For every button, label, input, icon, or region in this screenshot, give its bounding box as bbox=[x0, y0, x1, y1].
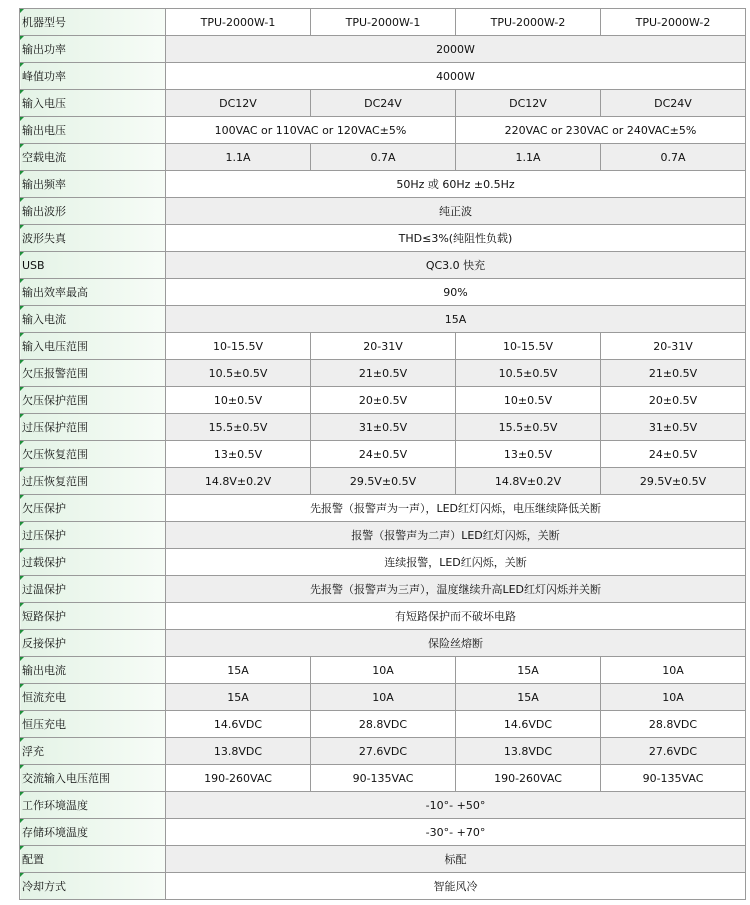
value-cell: 10A bbox=[601, 684, 746, 711]
table-row bbox=[20, 198, 746, 225]
row-label: 输出电压 bbox=[20, 117, 166, 144]
table-row bbox=[20, 495, 746, 522]
value-cell: TPU-2000W-2 bbox=[601, 9, 746, 36]
corner-mark-icon bbox=[20, 441, 24, 445]
value-cell: 标配 bbox=[166, 846, 746, 873]
value-cell: 1.1A bbox=[456, 144, 601, 171]
corner-mark-icon bbox=[20, 873, 24, 877]
table-row bbox=[20, 873, 746, 900]
row-label: 输出频率 bbox=[20, 171, 166, 198]
row-label: 短路保护 bbox=[20, 603, 166, 630]
value-cell: 190-260VAC bbox=[456, 765, 601, 792]
table-row bbox=[20, 36, 746, 63]
corner-mark-icon bbox=[20, 468, 24, 472]
value-cell: -30°- +70° bbox=[166, 819, 746, 846]
value-cell: 27.6VDC bbox=[601, 738, 746, 765]
value-cell: DC24V bbox=[311, 90, 456, 117]
value-cell: 15.5±0.5V bbox=[166, 414, 311, 441]
value-cell: DC12V bbox=[166, 90, 311, 117]
table-row bbox=[20, 252, 746, 279]
value-cell: 10±0.5V bbox=[166, 387, 311, 414]
table-row bbox=[20, 765, 746, 792]
row-label: 欠压恢复范围 bbox=[20, 441, 166, 468]
row-label: 恒压充电 bbox=[20, 711, 166, 738]
value-cell: 2000W bbox=[166, 36, 746, 63]
value-cell: 智能风冷 bbox=[166, 873, 746, 900]
spec-table-body bbox=[20, 9, 746, 900]
corner-mark-icon bbox=[20, 306, 24, 310]
table-row bbox=[20, 792, 746, 819]
corner-mark-icon bbox=[20, 684, 24, 688]
table-row bbox=[20, 9, 746, 36]
value-cell: 0.7A bbox=[601, 144, 746, 171]
value-cell: 50Hz 或 60Hz ±0.5Hz bbox=[166, 171, 746, 198]
value-cell: 14.8V±0.2V bbox=[166, 468, 311, 495]
value-cell: 15A bbox=[166, 306, 746, 333]
table-row bbox=[20, 738, 746, 765]
table-row bbox=[20, 630, 746, 657]
value-cell: 24±0.5V bbox=[311, 441, 456, 468]
value-cell: 20-31V bbox=[601, 333, 746, 360]
row-label: 存储环境温度 bbox=[20, 819, 166, 846]
value-cell: TPU-2000W-2 bbox=[456, 9, 601, 36]
table-row bbox=[20, 360, 746, 387]
corner-mark-icon bbox=[20, 117, 24, 121]
row-label: 过压保护 bbox=[20, 522, 166, 549]
table-row bbox=[20, 225, 746, 252]
value-cell: 报警（报警声为二声）LED红灯闪烁，关断 bbox=[166, 522, 746, 549]
corner-mark-icon bbox=[20, 225, 24, 229]
corner-mark-icon bbox=[20, 63, 24, 67]
value-cell: 13.8VDC bbox=[456, 738, 601, 765]
row-label: 冷却方式 bbox=[20, 873, 166, 900]
value-cell: 10A bbox=[601, 657, 746, 684]
table-row bbox=[20, 846, 746, 873]
row-label: 反接保护 bbox=[20, 630, 166, 657]
value-cell: 21±0.5V bbox=[601, 360, 746, 387]
corner-mark-icon bbox=[20, 387, 24, 391]
corner-mark-icon bbox=[20, 576, 24, 580]
value-cell: 31±0.5V bbox=[311, 414, 456, 441]
row-label: 输出电流 bbox=[20, 657, 166, 684]
value-cell: 纯正波 bbox=[166, 198, 746, 225]
value-cell: 100VAC or 110VAC or 120VAC±5% bbox=[166, 117, 456, 144]
table-row bbox=[20, 63, 746, 90]
row-label: 输出功率 bbox=[20, 36, 166, 63]
table-row bbox=[20, 387, 746, 414]
table-row bbox=[20, 306, 746, 333]
corner-mark-icon bbox=[20, 549, 24, 553]
value-cell: 15A bbox=[166, 684, 311, 711]
corner-mark-icon bbox=[20, 630, 24, 634]
value-cell: DC12V bbox=[456, 90, 601, 117]
spec-table bbox=[19, 8, 746, 900]
corner-mark-icon bbox=[20, 144, 24, 148]
value-cell: THD≤3%(纯阻性负载) bbox=[166, 225, 746, 252]
row-label: 输入电压 bbox=[20, 90, 166, 117]
table-row bbox=[20, 603, 746, 630]
value-cell: 24±0.5V bbox=[601, 441, 746, 468]
corner-mark-icon bbox=[20, 414, 24, 418]
value-cell: 14.8V±0.2V bbox=[456, 468, 601, 495]
row-label: 欠压报警范围 bbox=[20, 360, 166, 387]
row-label: 恒流充电 bbox=[20, 684, 166, 711]
row-label: 交流输入电压范围 bbox=[20, 765, 166, 792]
corner-mark-icon bbox=[20, 171, 24, 175]
value-cell: 28.8VDC bbox=[601, 711, 746, 738]
table-row bbox=[20, 468, 746, 495]
corner-mark-icon bbox=[20, 279, 24, 283]
table-row bbox=[20, 144, 746, 171]
table-row bbox=[20, 117, 746, 144]
value-cell: 先报警（报警声为一声），LED红灯闪烁，电压继续降低关断 bbox=[166, 495, 746, 522]
value-cell: 10A bbox=[311, 684, 456, 711]
value-cell: 0.7A bbox=[311, 144, 456, 171]
table-row bbox=[20, 657, 746, 684]
value-cell: 13.8VDC bbox=[166, 738, 311, 765]
value-cell: 90-135VAC bbox=[311, 765, 456, 792]
row-label: 过压保护范围 bbox=[20, 414, 166, 441]
value-cell: 29.5V±0.5V bbox=[601, 468, 746, 495]
table-row bbox=[20, 90, 746, 117]
corner-mark-icon bbox=[20, 522, 24, 526]
row-label: 机器型号 bbox=[20, 9, 166, 36]
value-cell: 31±0.5V bbox=[601, 414, 746, 441]
row-label: 过载保护 bbox=[20, 549, 166, 576]
corner-mark-icon bbox=[20, 738, 24, 742]
table-row bbox=[20, 333, 746, 360]
value-cell: 15.5±0.5V bbox=[456, 414, 601, 441]
value-cell: TPU-2000W-1 bbox=[311, 9, 456, 36]
corner-mark-icon bbox=[20, 333, 24, 337]
value-cell: 先报警（报警声为三声），温度继续升高LED红灯闪烁并关断 bbox=[166, 576, 746, 603]
row-label: 配置 bbox=[20, 846, 166, 873]
corner-mark-icon bbox=[20, 819, 24, 823]
row-label: 输入电流 bbox=[20, 306, 166, 333]
row-label: 峰值功率 bbox=[20, 63, 166, 90]
table-row bbox=[20, 819, 746, 846]
value-cell: 13±0.5V bbox=[166, 441, 311, 468]
value-cell: 有短路保护而不破坏电路 bbox=[166, 603, 746, 630]
row-label: 输出波形 bbox=[20, 198, 166, 225]
value-cell: 4000W bbox=[166, 63, 746, 90]
corner-mark-icon bbox=[20, 711, 24, 715]
row-label: USB bbox=[20, 252, 166, 279]
table-row bbox=[20, 414, 746, 441]
row-label: 波形失真 bbox=[20, 225, 166, 252]
value-cell: 27.6VDC bbox=[311, 738, 456, 765]
value-cell: 10.5±0.5V bbox=[456, 360, 601, 387]
corner-mark-icon bbox=[20, 495, 24, 499]
corner-mark-icon bbox=[20, 765, 24, 769]
value-cell: 20±0.5V bbox=[601, 387, 746, 414]
row-label: 欠压保护 bbox=[20, 495, 166, 522]
row-label: 输出效率最高 bbox=[20, 279, 166, 306]
value-cell: 连续报警，LED红闪烁，关断 bbox=[166, 549, 746, 576]
value-cell: 14.6VDC bbox=[166, 711, 311, 738]
value-cell: TPU-2000W-1 bbox=[166, 9, 311, 36]
row-label: 空载电流 bbox=[20, 144, 166, 171]
table-row bbox=[20, 441, 746, 468]
table-row bbox=[20, 711, 746, 738]
row-label: 过压恢复范围 bbox=[20, 468, 166, 495]
row-label: 过温保护 bbox=[20, 576, 166, 603]
value-cell: 190-260VAC bbox=[166, 765, 311, 792]
value-cell: 10-15.5V bbox=[456, 333, 601, 360]
value-cell: 13±0.5V bbox=[456, 441, 601, 468]
value-cell: 220VAC or 230VAC or 240VAC±5% bbox=[456, 117, 746, 144]
value-cell: 28.8VDC bbox=[311, 711, 456, 738]
value-cell: 10.5±0.5V bbox=[166, 360, 311, 387]
corner-mark-icon bbox=[20, 9, 24, 13]
value-cell: 90-135VAC bbox=[601, 765, 746, 792]
table-row bbox=[20, 576, 746, 603]
table-row bbox=[20, 549, 746, 576]
corner-mark-icon bbox=[20, 657, 24, 661]
value-cell: -10°- +50° bbox=[166, 792, 746, 819]
corner-mark-icon bbox=[20, 792, 24, 796]
value-cell: 21±0.5V bbox=[311, 360, 456, 387]
corner-mark-icon bbox=[20, 198, 24, 202]
value-cell: DC24V bbox=[601, 90, 746, 117]
corner-mark-icon bbox=[20, 90, 24, 94]
corner-mark-icon bbox=[20, 36, 24, 40]
corner-mark-icon bbox=[20, 846, 24, 850]
value-cell: 14.6VDC bbox=[456, 711, 601, 738]
value-cell: 1.1A bbox=[166, 144, 311, 171]
table-row bbox=[20, 684, 746, 711]
corner-mark-icon bbox=[20, 603, 24, 607]
value-cell: 10-15.5V bbox=[166, 333, 311, 360]
value-cell: 15A bbox=[456, 657, 601, 684]
value-cell: 29.5V±0.5V bbox=[311, 468, 456, 495]
value-cell: QC3.0 快充 bbox=[166, 252, 746, 279]
value-cell: 15A bbox=[456, 684, 601, 711]
row-label: 浮充 bbox=[20, 738, 166, 765]
table-row bbox=[20, 279, 746, 306]
row-label: 输入电压范围 bbox=[20, 333, 166, 360]
corner-mark-icon bbox=[20, 360, 24, 364]
table-row bbox=[20, 171, 746, 198]
corner-mark-icon bbox=[20, 252, 24, 256]
table-row bbox=[20, 522, 746, 549]
value-cell: 20-31V bbox=[311, 333, 456, 360]
value-cell: 10±0.5V bbox=[456, 387, 601, 414]
value-cell: 15A bbox=[166, 657, 311, 684]
value-cell: 90% bbox=[166, 279, 746, 306]
row-label: 欠压保护范围 bbox=[20, 387, 166, 414]
value-cell: 10A bbox=[311, 657, 456, 684]
row-label: 工作环境温度 bbox=[20, 792, 166, 819]
value-cell: 保险丝熔断 bbox=[166, 630, 746, 657]
value-cell: 20±0.5V bbox=[311, 387, 456, 414]
